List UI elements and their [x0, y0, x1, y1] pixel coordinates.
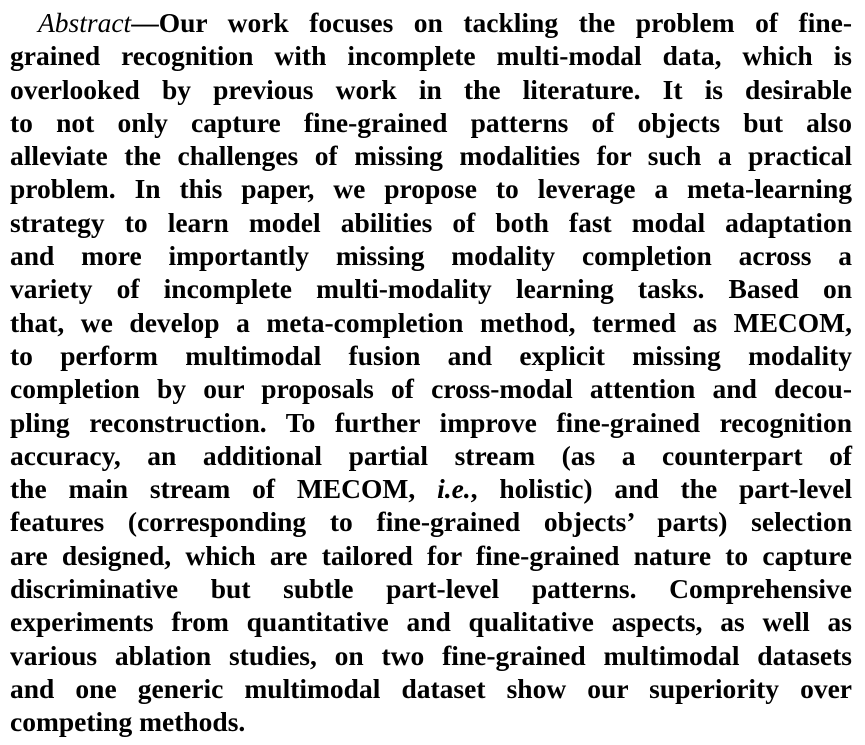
abstract-line: and more importantly missing modality completion across a: [10, 240, 852, 272]
abstract-line: [10, 6, 852, 39]
abstract-line: various ablation studies, on two fine-grained multimodal datasets: [10, 639, 852, 671]
abstract-line: competing methods.: [10, 706, 246, 738]
abstract-line: to not only capture fine-grained patterns of objects but also: [10, 106, 852, 138]
abstract-line: overlooked by previous work in the literature. It is desirable: [10, 73, 852, 105]
abstract-line: [10, 472, 852, 505]
ie-abbreviation: i.e.: [437, 473, 471, 505]
abstract-line: grained recognition with incomplete multi-modal data, which is: [10, 40, 852, 72]
abstract-paragraph: [10, 6, 852, 739]
abstract-line: are designed, which are tailored for fine-grained nature to capture: [10, 539, 852, 571]
abstract-line: accuracy, an additional partial stream (as a counterpart of: [10, 439, 852, 471]
abstract-line-text: Our work focuses on tackling the problem of fine-: [158, 7, 852, 38]
abstract-line: alleviate the challenges of missing modalities for such a practical: [10, 140, 852, 172]
abstract-line: pling reconstruction. To further improve fine-grained recognition: [10, 406, 852, 438]
abstract-line-text: the main stream of MECOM,: [10, 473, 438, 505]
abstract-line: to perform multimodal fusion and explicit missing modality: [10, 339, 852, 371]
abstract-line: strategy to learn model abilities of both fast modal adaptation: [10, 206, 852, 238]
abstract-dash: —: [131, 7, 159, 38]
abstract-line: completion by our proposals of cross-modal attention and decou-: [10, 373, 852, 405]
abstract-line: variety of incomplete multi-modality learning tasks. Based on: [10, 273, 852, 305]
abstract-line: experiments from quantitative and qualitative aspects, as well as: [10, 606, 852, 638]
abstract-line: discriminative but subtle part-level patterns. Comprehensive: [10, 573, 852, 605]
abstract-line: that, we develop a meta-completion method, termed as MECOM,: [10, 306, 852, 338]
abstract-line: features (corresponding to fine-grained objects’ parts) selection: [10, 506, 852, 538]
abstract-line-text: , holistic) and the part-level: [470, 473, 853, 505]
abstract-line: and one generic multimodal dataset show our superiority over: [10, 672, 852, 704]
abstract-line: problem. In this paper, we propose to leverage a meta-learning: [10, 173, 852, 205]
abstract-label: Abstract: [38, 7, 132, 38]
